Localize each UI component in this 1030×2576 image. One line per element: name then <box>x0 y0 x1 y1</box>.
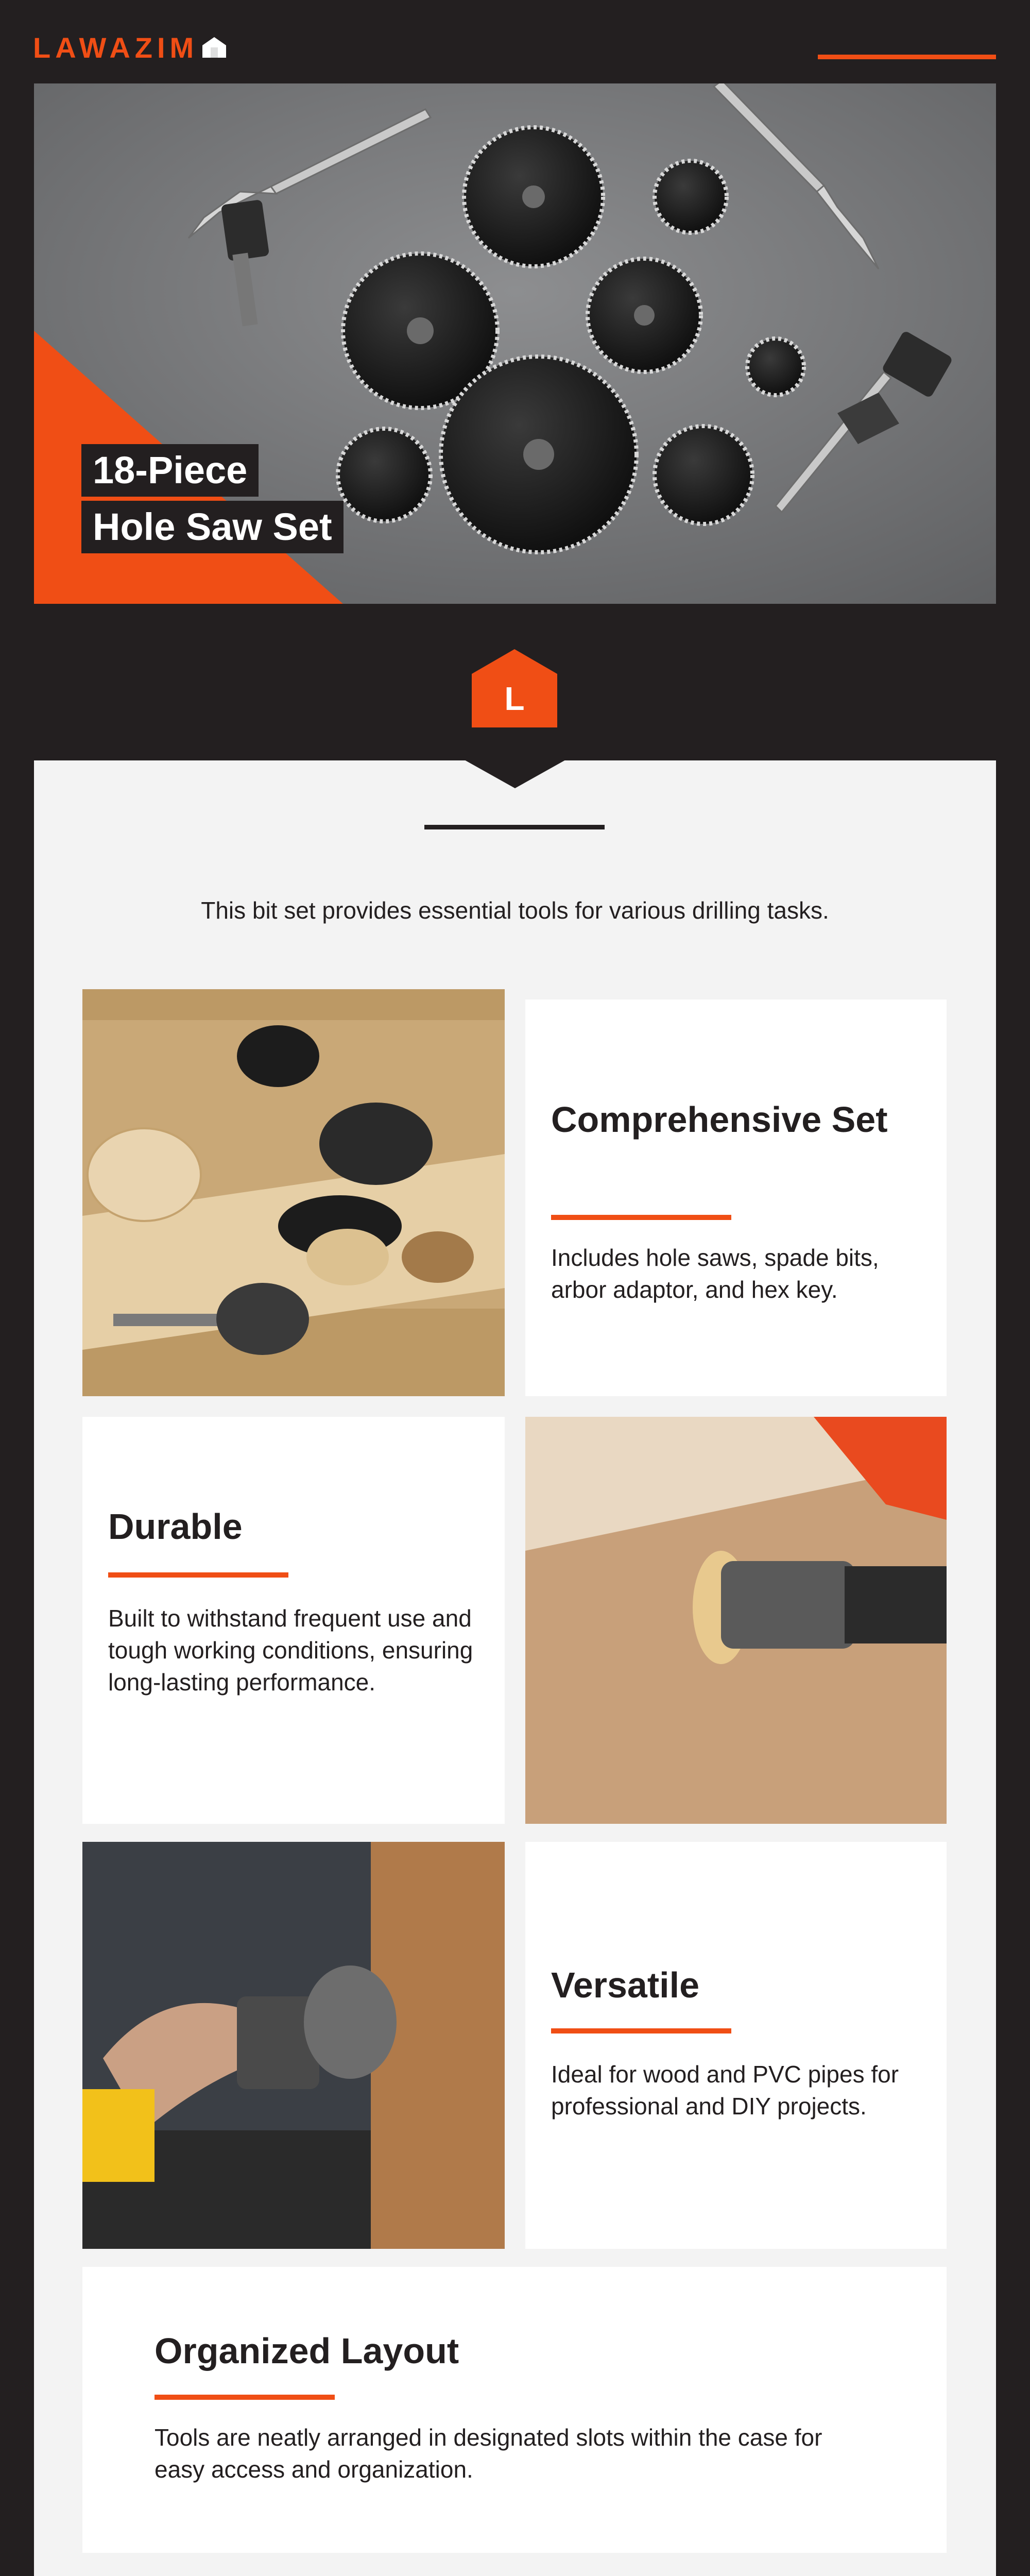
house-icon <box>201 36 227 59</box>
photo-drilling-board <box>525 1417 947 1824</box>
section-divider <box>424 825 605 829</box>
hero-banner <box>34 83 996 604</box>
brand-name: LAWAZIM <box>33 31 199 64</box>
panel-notch <box>464 759 566 788</box>
brand-logo[interactable] <box>33 32 227 63</box>
header-accent-rule <box>818 55 996 59</box>
card-title: Organized Layout <box>154 2331 459 2371</box>
hero-title-line2: Hole Saw Set <box>81 501 344 553</box>
brand-badge-icon <box>472 649 557 727</box>
card-title: Versatile <box>551 1965 699 2005</box>
site-header <box>0 0 1030 82</box>
card-durable <box>82 1417 505 1824</box>
photo-hole-saws-on-wood <box>82 989 505 1396</box>
card-comprehensive-set <box>525 999 947 1396</box>
card-accent-rule <box>551 2028 731 2033</box>
card-organized-layout <box>82 2267 947 2553</box>
card-versatile <box>525 1842 947 2249</box>
badge-letter: L <box>504 680 525 717</box>
card-accent-rule <box>154 2395 335 2400</box>
card-text: Includes hole saws, spade bits, arbor adaptor, and hex key. <box>551 1244 879 1303</box>
photo-drill-in-use <box>82 1842 505 2249</box>
intro-text: This bit set provides essential tools for various drilling tasks. <box>201 897 829 924</box>
card-text: Built to withstand frequent use and tough working conditions, ensuring long-lasting performance. <box>108 1605 473 1696</box>
card-accent-rule <box>551 1215 731 1220</box>
card-title: Durable <box>108 1506 243 1547</box>
card-text: Ideal for wood and PVC pipes for professional and DIY projects. <box>551 2061 899 2120</box>
card-title: Comprehensive Set <box>551 1099 888 1140</box>
card-accent-rule <box>108 1572 288 1578</box>
card-text: Tools are neatly arranged in designated slots within the case for easy access and organization. <box>154 2424 822 2483</box>
hero-title-line1: 18-Piece <box>81 444 259 497</box>
